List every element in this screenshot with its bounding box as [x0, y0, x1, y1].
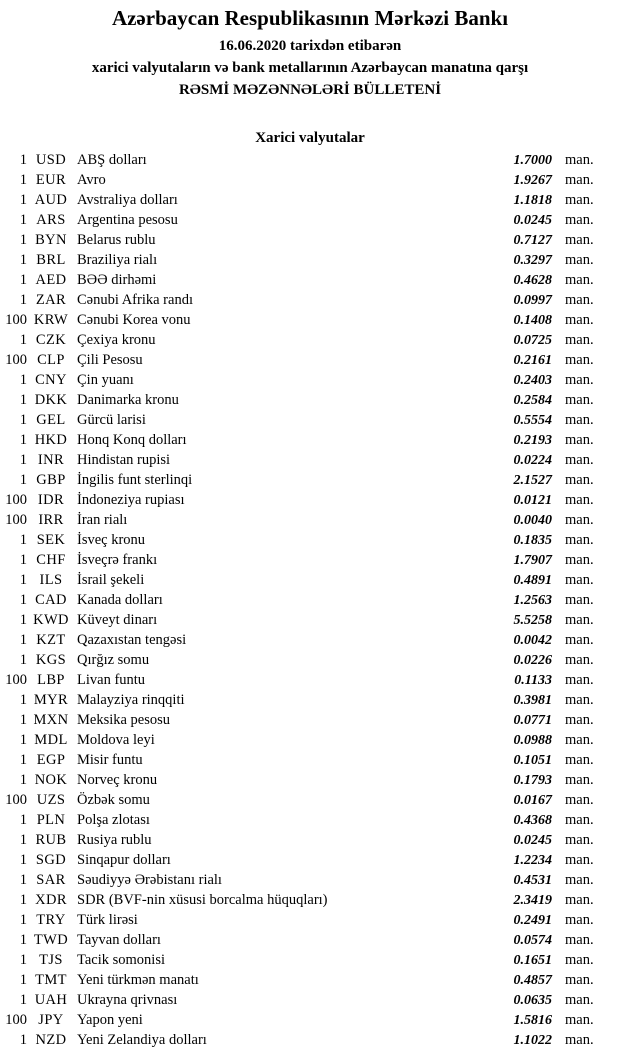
- row-quantity: 1: [19, 712, 27, 728]
- row-currency-code: AUD: [34, 192, 68, 208]
- row-rate-value: 0.0226: [513, 653, 552, 668]
- row-currency-code: KRW: [33, 312, 69, 328]
- row-quantity: 1: [19, 192, 27, 208]
- row-unit-label: man.: [565, 1012, 594, 1028]
- table-row: [0, 810, 620, 830]
- table-row: [0, 690, 620, 710]
- table-row: [0, 670, 620, 690]
- row-currency-code: HKD: [34, 432, 68, 448]
- row-rate-value: 0.3981: [513, 693, 552, 708]
- row-unit-label: man.: [565, 492, 594, 508]
- row-quantity: 1: [19, 652, 27, 668]
- row-currency-code: TMT: [35, 972, 67, 988]
- row-unit-label: man.: [565, 412, 594, 428]
- row-currency-name: SDR (BVF-nin xüsusi borcalma hüquqları): [77, 892, 328, 908]
- row-quantity: 1: [19, 612, 27, 628]
- row-currency-code: IDR: [37, 492, 65, 508]
- row-quantity: 1: [19, 252, 27, 268]
- row-unit-label: man.: [565, 332, 594, 348]
- row-rate-value: 2.1527: [513, 473, 552, 488]
- row-quantity: 1: [19, 212, 27, 228]
- row-unit-label: man.: [565, 932, 594, 948]
- table-row: [0, 750, 620, 770]
- table-row: [0, 390, 620, 410]
- row-currency-name: Argentina pesosu: [77, 212, 178, 228]
- row-currency-code: CAD: [35, 592, 67, 608]
- row-unit-label: man.: [565, 872, 594, 888]
- row-unit-label: man.: [565, 892, 594, 908]
- row-unit-label: man.: [565, 692, 594, 708]
- row-currency-name: Livan funtu: [77, 672, 146, 688]
- table-row: [0, 230, 620, 250]
- row-currency-name: Cənubi Afrika randı: [77, 292, 193, 308]
- row-rate-value: 1.5816: [513, 1013, 552, 1028]
- section-title-foreign-currencies: Xarici valyutalar: [255, 130, 365, 146]
- row-rate-value: 0.0167: [513, 793, 552, 808]
- table-row: [0, 850, 620, 870]
- row-rate-value: 2.3419: [513, 893, 552, 908]
- row-currency-name: İsveç kronu: [77, 532, 146, 548]
- row-quantity: 1: [19, 1032, 27, 1048]
- row-unit-label: man.: [565, 632, 594, 648]
- row-rate-value: 0.4628: [513, 273, 552, 288]
- row-currency-name: Hindistan rupisi: [77, 452, 171, 468]
- row-currency-code: SGD: [35, 852, 67, 868]
- table-row: [0, 610, 620, 630]
- row-currency-name: Ukrayna qrivnası: [77, 992, 178, 1008]
- row-currency-code: TJS: [39, 952, 63, 968]
- row-currency-name: Qazaxıstan tengəsi: [77, 632, 187, 648]
- row-quantity: 1: [19, 432, 27, 448]
- row-quantity: 1: [19, 732, 27, 748]
- row-currency-code: NOK: [34, 772, 68, 788]
- row-unit-label: man.: [565, 592, 594, 608]
- table-row: [0, 830, 620, 850]
- table-row: [0, 930, 620, 950]
- row-unit-label: man.: [565, 212, 594, 228]
- table-row: [0, 730, 620, 750]
- row-quantity: 1: [19, 892, 27, 908]
- row-currency-code: XDR: [35, 892, 67, 908]
- table-row: [0, 990, 620, 1010]
- row-rate-value: 0.0245: [513, 213, 552, 228]
- table-row: [0, 910, 620, 930]
- row-rate-value: 0.4857: [513, 973, 552, 988]
- row-currency-code: CHF: [36, 552, 66, 568]
- row-quantity: 1: [19, 552, 27, 568]
- row-currency-name: Malayziya rinqqiti: [77, 692, 185, 708]
- row-currency-name: İndoneziya rupiası: [77, 492, 185, 508]
- row-currency-code: ZAR: [35, 292, 67, 308]
- row-rate-value: 0.5554: [513, 413, 552, 428]
- row-rate-value: 1.9267: [513, 173, 552, 188]
- row-currency-code: CZK: [35, 332, 67, 348]
- row-currency-code: JPY: [38, 1012, 64, 1028]
- row-currency-name: Tayvan dolları: [77, 932, 161, 948]
- row-currency-code: KZT: [36, 632, 66, 648]
- row-rate-value: 1.1818: [513, 193, 552, 208]
- row-currency-code: ARS: [36, 212, 66, 228]
- row-currency-code: IRR: [38, 512, 64, 528]
- row-rate-value: 0.1408: [513, 313, 552, 328]
- table-row: [0, 330, 620, 350]
- table-row: [0, 410, 620, 430]
- row-unit-label: man.: [565, 232, 594, 248]
- row-quantity: 1: [19, 172, 27, 188]
- row-rate-value: 0.1133: [514, 673, 552, 688]
- table-row: [0, 490, 620, 510]
- table-row: [0, 210, 620, 230]
- row-currency-code: EUR: [35, 172, 67, 188]
- table-row: [0, 470, 620, 490]
- table-row: [0, 770, 620, 790]
- row-quantity: 1: [19, 692, 27, 708]
- row-quantity: 1: [19, 372, 27, 388]
- row-unit-label: man.: [565, 432, 594, 448]
- table-row: [0, 530, 620, 550]
- table-row: [0, 790, 620, 810]
- row-rate-value: 0.4531: [513, 873, 552, 888]
- row-rate-value: 0.1793: [513, 773, 552, 788]
- table-row: [0, 430, 620, 450]
- table-row: [0, 170, 620, 190]
- row-currency-name: Çexiya kronu: [77, 332, 156, 348]
- row-currency-code: UAH: [34, 992, 68, 1008]
- row-currency-name: Honq Konq dolları: [77, 432, 187, 448]
- row-rate-value: 0.0988: [513, 733, 552, 748]
- table-row: [0, 510, 620, 530]
- row-quantity: 1: [19, 532, 27, 548]
- table-row: [0, 890, 620, 910]
- row-unit-label: man.: [565, 712, 594, 728]
- row-unit-label: man.: [565, 972, 594, 988]
- row-currency-name: Cənubi Korea vonu: [77, 312, 191, 328]
- scope-line: xarici valyutaların və bank metallarının Azərbaycan manatına qarşı: [91, 60, 529, 76]
- row-currency-code: UZS: [36, 792, 66, 808]
- bank-name-title: Azərbaycan Respublikasının Mərkəzi Bankı: [111, 6, 509, 30]
- row-rate-value: 0.7127: [513, 233, 552, 248]
- row-currency-code: TWD: [33, 932, 69, 948]
- row-quantity: 1: [19, 752, 27, 768]
- row-currency-name: Sinqapur dolları: [77, 852, 171, 868]
- row-currency-name: Polşa zlotası: [77, 812, 150, 828]
- row-currency-code: SEK: [36, 532, 66, 548]
- row-currency-code: SAR: [36, 872, 66, 888]
- row-quantity: 1: [19, 872, 27, 888]
- row-currency-name: Çili Pesosu: [77, 352, 143, 368]
- row-rate-value: 1.2563: [513, 593, 552, 608]
- row-currency-code: NZD: [35, 1032, 67, 1048]
- row-currency-name: Yapon yeni: [77, 1012, 143, 1028]
- table-row: [0, 870, 620, 890]
- row-quantity: 100: [5, 1012, 27, 1028]
- row-currency-name: Yeni Zelandiya dolları: [77, 1032, 207, 1048]
- row-currency-name: Avstraliya dolları: [77, 192, 178, 208]
- row-currency-name: Yeni türkmən manatı: [77, 972, 199, 988]
- table-row: [0, 590, 620, 610]
- row-unit-label: man.: [565, 452, 594, 468]
- table-row: [0, 570, 620, 590]
- effective-date-line: 16.06.2020 tarixdən etibarən: [218, 38, 402, 54]
- row-rate-value: 0.2193: [513, 433, 552, 448]
- currency-rate-table: [0, 150, 620, 1050]
- row-quantity: 100: [5, 492, 27, 508]
- row-rate-value: 0.2403: [513, 373, 552, 388]
- table-row: [0, 710, 620, 730]
- row-rate-value: 0.0040: [513, 513, 552, 528]
- table-row: [0, 190, 620, 210]
- row-currency-code: AED: [35, 272, 67, 288]
- row-quantity: 1: [19, 852, 27, 868]
- table-row: [0, 150, 620, 170]
- row-rate-value: 0.2584: [513, 393, 552, 408]
- row-unit-label: man.: [565, 532, 594, 548]
- row-currency-name: Danimarka kronu: [77, 392, 179, 408]
- row-unit-label: man.: [565, 732, 594, 748]
- row-rate-value: 1.7000: [513, 153, 552, 168]
- row-currency-code: GEL: [36, 412, 66, 428]
- row-unit-label: man.: [565, 272, 594, 288]
- row-rate-value: 0.4891: [513, 573, 552, 588]
- row-quantity: 100: [5, 312, 27, 328]
- row-currency-code: ILS: [39, 572, 63, 588]
- row-quantity: 1: [19, 152, 27, 168]
- row-quantity: 1: [19, 912, 27, 928]
- row-quantity: 1: [19, 932, 27, 948]
- row-currency-code: BYN: [35, 232, 67, 248]
- row-currency-code: KGS: [35, 652, 67, 668]
- bulletin-title: RƏSMİ MƏZƏNNƏLƏRİ BÜLLETENİ: [178, 82, 442, 98]
- row-currency-name: Avro: [77, 172, 106, 188]
- row-unit-label: man.: [565, 752, 594, 768]
- row-currency-code: GBP: [36, 472, 66, 488]
- row-currency-code: CLP: [37, 352, 65, 368]
- row-currency-name: Gürcü larisi: [77, 412, 146, 428]
- row-rate-value: 1.2234: [513, 853, 552, 868]
- row-quantity: 100: [5, 512, 27, 528]
- table-row: [0, 370, 620, 390]
- row-quantity: 1: [19, 972, 27, 988]
- row-quantity: 1: [19, 592, 27, 608]
- row-quantity: 1: [19, 772, 27, 788]
- row-rate-value: 0.1051: [513, 753, 552, 768]
- row-unit-label: man.: [565, 392, 594, 408]
- row-rate-value: 0.0245: [513, 833, 552, 848]
- row-currency-code: BRL: [36, 252, 66, 268]
- row-rate-value: 0.0725: [513, 333, 552, 348]
- row-currency-name: BƏƏ dirhəmi: [77, 272, 157, 288]
- row-unit-label: man.: [565, 672, 594, 688]
- row-quantity: 1: [19, 812, 27, 828]
- row-currency-code: PLN: [36, 812, 66, 828]
- row-unit-label: man.: [565, 552, 594, 568]
- row-unit-label: man.: [565, 472, 594, 488]
- row-unit-label: man.: [565, 1032, 594, 1048]
- row-quantity: 100: [5, 672, 27, 688]
- row-quantity: 1: [19, 952, 27, 968]
- table-row: [0, 350, 620, 370]
- row-unit-label: man.: [565, 352, 594, 368]
- table-row: [0, 290, 620, 310]
- row-rate-value: 1.7907: [513, 553, 552, 568]
- row-currency-name: Səudiyyə Ərəbistanı rialı: [77, 872, 222, 888]
- row-quantity: 1: [19, 452, 27, 468]
- row-currency-code: LBP: [37, 672, 65, 688]
- table-row: [0, 970, 620, 990]
- row-unit-label: man.: [565, 572, 594, 588]
- row-currency-name: Çin yuanı: [77, 372, 134, 388]
- row-unit-label: man.: [565, 832, 594, 848]
- row-currency-code: INR: [37, 452, 65, 468]
- row-currency-name: İsveçrə frankı: [77, 552, 158, 568]
- row-currency-code: EGP: [36, 752, 66, 768]
- document-subtitle-block: [0, 35, 620, 101]
- row-quantity: 1: [19, 992, 27, 1008]
- row-unit-label: man.: [565, 512, 594, 528]
- row-quantity: 1: [19, 572, 27, 588]
- row-rate-value: 0.0771: [513, 713, 552, 728]
- row-rate-value: 0.0042: [513, 633, 552, 648]
- table-row: [0, 550, 620, 570]
- row-currency-name: İran rialı: [77, 512, 128, 528]
- row-unit-label: man.: [565, 172, 594, 188]
- row-currency-name: Misir funtu: [77, 752, 143, 768]
- row-currency-code: TRY: [36, 912, 66, 928]
- row-currency-name: Braziliya rialı: [77, 252, 158, 268]
- row-rate-value: 0.3297: [513, 253, 552, 268]
- row-unit-label: man.: [565, 912, 594, 928]
- row-currency-code: USD: [35, 152, 67, 168]
- row-quantity: 1: [19, 332, 27, 348]
- table-row: [0, 630, 620, 650]
- row-currency-name: Norveç kronu: [77, 772, 158, 788]
- row-currency-code: MXN: [33, 712, 69, 728]
- row-rate-value: 0.1835: [513, 533, 552, 548]
- row-quantity: 100: [5, 352, 27, 368]
- table-row: [0, 310, 620, 330]
- row-currency-name: Tacik somonisi: [77, 952, 165, 968]
- table-row: [0, 950, 620, 970]
- row-unit-label: man.: [565, 192, 594, 208]
- row-rate-value: 0.0224: [513, 453, 552, 468]
- row-rate-value: 0.2161: [513, 353, 552, 368]
- row-quantity: 1: [19, 832, 27, 848]
- table-row: [0, 1030, 620, 1050]
- row-rate-value: 0.4368: [513, 813, 552, 828]
- row-rate-value: 0.2491: [513, 913, 552, 928]
- row-quantity: 1: [19, 232, 27, 248]
- row-currency-name: Moldova leyi: [77, 732, 155, 748]
- row-unit-label: man.: [565, 852, 594, 868]
- row-currency-name: Özbək somu: [77, 792, 150, 808]
- table-row: [0, 450, 620, 470]
- row-currency-name: Kanada dolları: [77, 592, 163, 608]
- row-currency-code: MYR: [33, 692, 69, 708]
- row-unit-label: man.: [565, 312, 594, 328]
- row-currency-name: ABŞ dolları: [77, 152, 147, 168]
- row-currency-name: İsrail şekeli: [77, 572, 145, 588]
- row-unit-label: man.: [565, 792, 594, 808]
- row-unit-label: man.: [565, 812, 594, 828]
- row-quantity: 1: [19, 632, 27, 648]
- row-rate-value: 0.0997: [513, 293, 552, 308]
- row-unit-label: man.: [565, 372, 594, 388]
- row-currency-code: RUB: [35, 832, 67, 848]
- row-unit-label: man.: [565, 992, 594, 1008]
- row-currency-name: Belarus rublu: [77, 232, 156, 248]
- row-currency-name: Küveyt dinarı: [77, 612, 158, 628]
- row-unit-label: man.: [565, 772, 594, 788]
- row-currency-code: DKK: [34, 392, 68, 408]
- row-quantity: 100: [5, 792, 27, 808]
- table-row: [0, 1010, 620, 1030]
- row-quantity: 1: [19, 472, 27, 488]
- row-currency-code: KWD: [33, 612, 69, 628]
- row-rate-value: 0.0574: [513, 933, 552, 948]
- table-row: [0, 250, 620, 270]
- row-unit-label: man.: [565, 612, 594, 628]
- table-row: [0, 270, 620, 290]
- row-unit-label: man.: [565, 152, 594, 168]
- row-rate-value: 0.1651: [513, 953, 552, 968]
- row-quantity: 1: [19, 412, 27, 428]
- row-currency-name: İngilis funt sterlinqi: [77, 472, 193, 488]
- row-unit-label: man.: [565, 292, 594, 308]
- row-unit-label: man.: [565, 252, 594, 268]
- row-rate-value: 5.5258: [513, 613, 552, 628]
- row-currency-name: Türk lirəsi: [77, 912, 138, 928]
- row-currency-name: Rusiya rublu: [77, 832, 152, 848]
- row-unit-label: man.: [565, 652, 594, 668]
- row-quantity: 1: [19, 392, 27, 408]
- row-quantity: 1: [19, 292, 27, 308]
- row-currency-code: MDL: [34, 732, 68, 748]
- row-unit-label: man.: [565, 952, 594, 968]
- row-rate-value: 1.1022: [513, 1033, 552, 1048]
- row-rate-value: 0.0121: [513, 493, 552, 508]
- row-quantity: 1: [19, 272, 27, 288]
- row-currency-code: CNY: [35, 372, 67, 388]
- table-row: [0, 650, 620, 670]
- row-currency-name: Qırğız somu: [77, 652, 150, 668]
- row-currency-name: Meksika pesosu: [77, 712, 171, 728]
- row-rate-value: 0.0635: [513, 993, 552, 1008]
